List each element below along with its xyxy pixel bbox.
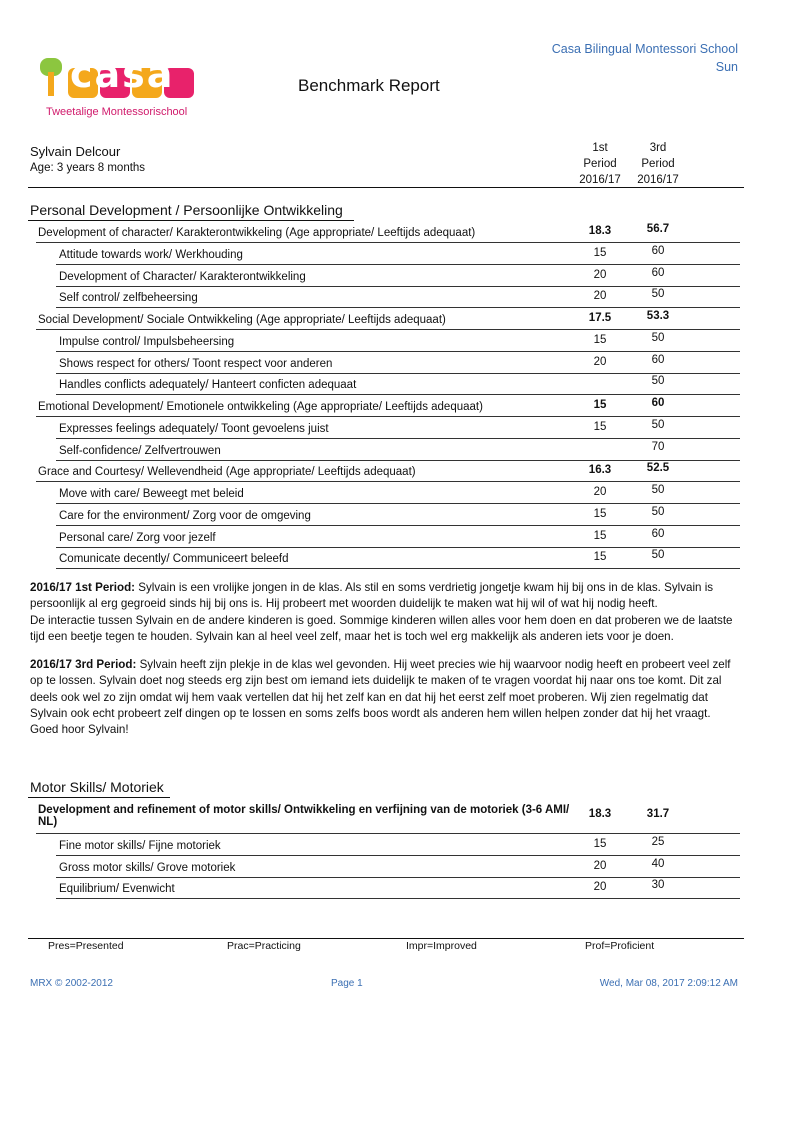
value-period-3: 60 [651, 397, 665, 409]
row-divider [56, 898, 740, 899]
row-label: Development of Character/ Karakterontwikkeling [59, 270, 306, 283]
group-value-period-1: 18.3 [588, 808, 612, 820]
comment-text: Sylvain heeft zijn plekje in de klas wel gevonden. Hij weet precies wie hij waarvoor nodig heeft en probeert veel zelf op te lossen. Sylvain doet nog steeds erg zijn best om iemand iets duidelijk te maken of te vragen voordat hij naar ons toe komt. Dit zal deels ook wel zo zijn omdat wij hem vaak vertellen dat hij het zelf kan en dat hij het eerst zelf moet proberen. Wij zien regelmatig dat Sylvain ook echt probeert zelf dingen op te lossen en soms zelfs boos wordt als anderen hem willen helpen zonder dat hij het vraagt. Goed hoor Sylvain! [30, 658, 731, 737]
legend-presented: Pres=Presented [48, 940, 124, 952]
value-period-1: 15 [593, 333, 607, 346]
group-value-period-3: 31.7 [646, 808, 670, 820]
value-period-1: 15 [593, 838, 607, 850]
row-label: Equilibrium/ Evenwicht [59, 883, 175, 895]
value-period-1: 15 [593, 420, 607, 433]
comment-text: De interactie tussen Sylvain en de andere kinderen is goed. Sommige kinderen willen alles voor hem doen en dat proberen we de laatste tijd een beetje tegen te houden. Sylvain kan al heel veel zelf, maar het is toch wel erg makkelijk als anderen iets voor je doen. [30, 613, 733, 643]
value-period-3: 52.5 [646, 462, 670, 475]
group-row [0, 309, 800, 330]
value-period-3: 60 [651, 527, 665, 540]
comment-text: Sylvain is een vrolijke jongen in de klas. Als stil en soms verdrietig jongetje kwam hij bij ons in de klas. Sylvain is persoonlijk al erg gegroeid sinds hij bij ons is. Hij probeert met woorden duidelijk te maken wat hij wil of wat hij nodig heeft. [30, 581, 714, 611]
table-row [0, 374, 800, 395]
row-label: Self-confidence/ Zelfvertrouwen [59, 444, 221, 457]
value-period-1: 16.3 [588, 464, 612, 477]
row-label: Comunicate decently/ Communiceert beleefd [59, 553, 289, 566]
group-row [0, 396, 800, 417]
value-period-1: 18.3 [588, 225, 612, 237]
legend-proficient: Prof=Proficient [585, 940, 655, 952]
value-period-1: 20 [593, 355, 607, 368]
legend-improved: Impr=Improved [406, 940, 477, 952]
comment-heading: 2016/17 3rd Period: [30, 658, 137, 671]
table-row [0, 548, 800, 569]
value-period-1: 20 [593, 486, 607, 498]
column-header-line: Period [641, 158, 675, 170]
value-period-3: 50 [651, 549, 665, 562]
student-age: Age: 3 years 8 months [30, 162, 146, 174]
table-row [0, 835, 800, 856]
row-label: Personal care/ Zorg voor jezelf [59, 531, 216, 544]
row-label: Shows respect for others/ Toont respect voor anderen [59, 357, 333, 370]
row-divider [36, 833, 740, 834]
column-header-line: Period [583, 158, 617, 170]
comment-period-1 [30, 580, 742, 645]
value-period-3: 56.7 [646, 223, 670, 235]
value-period-3: 50 [651, 418, 665, 431]
school-name: Casa Bilingual Montessori School [551, 42, 738, 56]
table-row [0, 244, 800, 265]
table-row [0, 483, 800, 504]
value-period-3: 60 [651, 244, 665, 257]
value-period-1: 15 [593, 399, 607, 411]
value-period-1: 20 [593, 859, 607, 872]
school-class: Sun [715, 60, 738, 74]
student-name: Sylvain Delcour [30, 144, 121, 159]
value-period-1: 15 [593, 529, 607, 542]
logo-tagline: Tweetalige Montessorischool [46, 106, 188, 118]
section-underline [28, 797, 170, 798]
comment-heading: 2016/17 1st Period: [30, 581, 136, 594]
row-label: Expresses feelings adequately/ Toont gevoelens juist [59, 422, 329, 435]
footer-copyright: MRX © 2002-2012 [30, 978, 113, 989]
row-divider [56, 568, 740, 569]
value-period-3: 50 [651, 288, 665, 301]
value-period-1: 20 [593, 881, 607, 893]
row-label: Emotional Development/ Emotionele ontwikkeling (Age appropriate/ Leeftijds adequaat) [38, 401, 483, 413]
legend-practicing: Prac=Practicing [227, 940, 301, 952]
column-header-period-3 [628, 140, 688, 188]
table-row [0, 440, 800, 461]
logo-wordmark: casa [70, 52, 175, 96]
row-label: Grace and Courtesy/ Wellevendheid (Age appropriate/ Leeftijds adequaat) [38, 466, 416, 479]
group-row [0, 461, 800, 482]
comment-period-3 [30, 657, 742, 738]
table-row [0, 287, 800, 308]
column-header-line: 2016/17 [579, 174, 621, 186]
row-label: Fine motor skills/ Fijne motoriek [59, 840, 221, 852]
value-period-3: 25 [651, 836, 665, 848]
group-row [0, 222, 800, 243]
value-period-3: 70 [651, 440, 665, 453]
column-header-line: 1st [592, 142, 608, 154]
value-period-3: 50 [651, 484, 665, 496]
row-label: Impulse control/ Impulsbeheersing [59, 335, 235, 348]
section-title-motor-skills: Motor Skills/ Motoriek [30, 779, 164, 795]
column-header-period-1 [570, 140, 630, 188]
value-period-3: 40 [651, 857, 665, 870]
table-row [0, 353, 800, 374]
row-label: Care for the environment/ Zorg voor de omgeving [59, 509, 311, 522]
section-title-personal-development: Personal Development / Persoonlijke Ontwikkeling [30, 202, 343, 218]
row-label: Social Development/ Sociale Ontwikkeling (Age appropriate/ Leeftijds adequaat) [38, 314, 446, 326]
value-period-1: 20 [593, 290, 607, 303]
value-period-3: 30 [651, 879, 665, 891]
row-label: Attitude towards work/ Werkhouding [59, 248, 243, 261]
value-period-3: 50 [651, 331, 665, 344]
value-period-3: 53.3 [646, 310, 670, 322]
table-row [0, 418, 800, 439]
report-title: Benchmark Report [298, 76, 440, 95]
row-label: Handles conflicts adequately/ Hanteert conficten adequaat [59, 379, 357, 392]
value-period-1: 17.5 [588, 312, 612, 324]
value-period-3: 50 [651, 505, 665, 518]
group-label: Development and refinement of motor skills/ Ontwikkeling en verfijning van de motoriek (3-6 AMI/ NL) [38, 804, 570, 828]
value-period-3: 60 [651, 353, 665, 366]
row-label: Gross motor skills/ Grove motoriek [59, 861, 236, 874]
footer-page-number: Page 1 [331, 978, 363, 989]
legend-divider [28, 938, 744, 939]
row-label: Move with care/ Beweegt met beleid [59, 488, 244, 500]
header-divider [28, 187, 744, 188]
school-info [552, 40, 738, 76]
table-row [0, 527, 800, 548]
table-row [0, 266, 800, 287]
row-label: Development of character/ Karakterontwikkeling (Age appropriate/ Leeftijds adequaat) [38, 227, 476, 239]
row-label: Self control/ zelfbeheersing [59, 292, 198, 305]
value-period-1: 15 [593, 246, 607, 259]
value-period-3: 60 [651, 266, 665, 279]
table-row [0, 857, 800, 878]
table-row [0, 505, 800, 526]
value-period-1: 20 [593, 268, 607, 281]
column-header-line: 3rd [649, 142, 667, 154]
section-underline [28, 220, 354, 221]
table-row [0, 331, 800, 352]
table-row [0, 878, 800, 899]
value-period-1: 15 [593, 551, 607, 564]
footer-timestamp: Wed, Mar 08, 2017 2:09:12 AM [599, 978, 738, 989]
value-period-3: 50 [651, 375, 665, 388]
column-header-line: 2016/17 [637, 174, 679, 186]
value-period-1: 15 [593, 507, 607, 520]
